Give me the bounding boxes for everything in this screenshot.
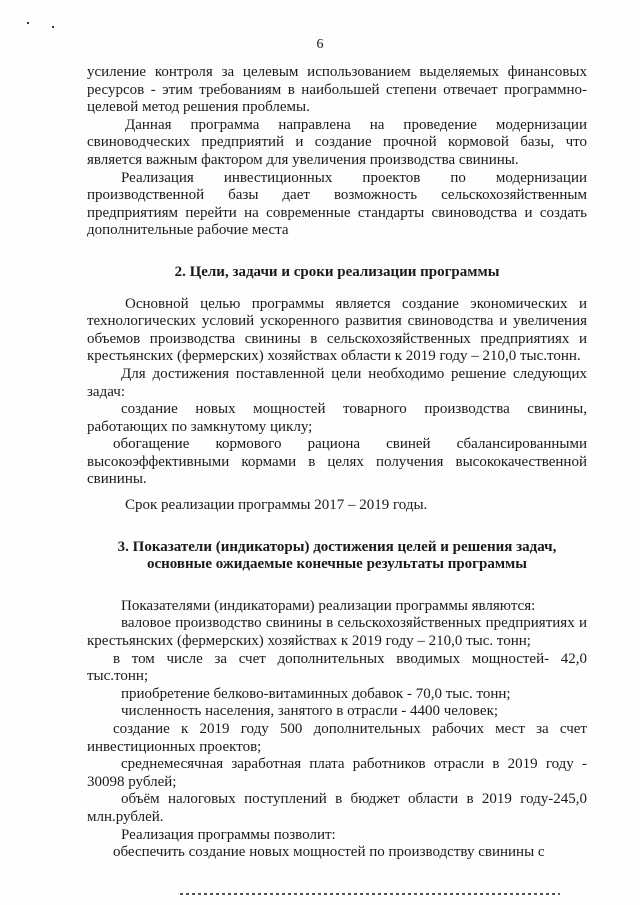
section-heading-line2: основные ожидаемые конечные результаты программы xyxy=(146,556,527,573)
list-item: приобретение белково-витаминных добавок - 70,0 тыс. тонн; xyxy=(121,685,511,702)
list-item: создание к 2019 году 500 дополнительных рабочих мест за счет инвестиционных проектов; xyxy=(87,721,587,755)
list-item: численность населения, занятого в отрасли - 4400 человек; xyxy=(121,703,499,720)
paragraph: Данная программа направлена на проведение модернизации свиноводческих предприятий и создание прочной кормовой базы, что является важным фактором для увеличения производства свинины. xyxy=(87,116,587,168)
paragraph: Для достижения поставленной цели необходимо решение следующих задач: xyxy=(87,365,587,400)
page-number: 6 xyxy=(316,37,324,52)
section-heading: 3. Показатели (индикаторы) достижения целей и решения задач, xyxy=(117,538,557,555)
paragraph: Реализация инвестиционных проектов по модернизации производственной базы дает возможность сельскохозяйственным предприятиям перейти на современные стандарты свиноводства и создать дополнительные рабочие места xyxy=(87,169,587,239)
list-item: среднемесячная заработная плата работников отрасли в 2019 году - 30098 рублей; xyxy=(87,756,587,790)
paragraph: усиление контроля за целевым использованием выделяемых финансовых ресурсов - этим требованиям в наибольшей степени отвечает программно-целевой метод решения проблемы. xyxy=(87,64,587,116)
list-item: объём налоговых поступлений в бюджет области в 2019 году-245,0 млн.рублей. xyxy=(87,791,587,825)
list-item: валовое производство свинины в сельскохозяйственных предприятиях и крестьянских (фермерских) хозяйствах к 2019 году – 210,0 тыс. тонн; xyxy=(87,615,587,650)
list-item: обогащение кормового рациона свиней сбалансированными высокоэффективными кормами в целях получения высококачественной свинины. xyxy=(87,436,587,488)
paragraph: Основной целью программы является создание экономических и технологических условий ускоренного развития свиноводства и увеличения объемов производства свинины в сельскохозяйственных предприятиях и крестьянских (фермерских) хозяйствах области к 2019 году – 210,0 тыс.тонн. xyxy=(87,295,587,365)
paragraph: Показателями (индикаторами) реализации программы являются: xyxy=(121,597,536,614)
scan-artifact-dot xyxy=(27,22,29,24)
paragraph: обеспечить создание новых мощностей по производству свинины с xyxy=(113,844,545,861)
paragraph: Срок реализации программы 2017 – 2019 годы. xyxy=(125,497,428,514)
list-item: в том числе за счет дополнительных вводимых мощностей- 42,0 тыс.тонн; xyxy=(87,650,587,685)
section-heading: 2. Цели, задачи и сроки реализации программы xyxy=(174,263,500,280)
scan-bottom-edge xyxy=(180,893,560,895)
paragraph: Реализация программы позволит: xyxy=(121,826,336,843)
scan-artifact-dot xyxy=(52,26,54,28)
list-item: создание новых мощностей товарного производства свинины, работающих по замкнутому циклу; xyxy=(87,401,587,435)
document-body xyxy=(87,64,587,862)
